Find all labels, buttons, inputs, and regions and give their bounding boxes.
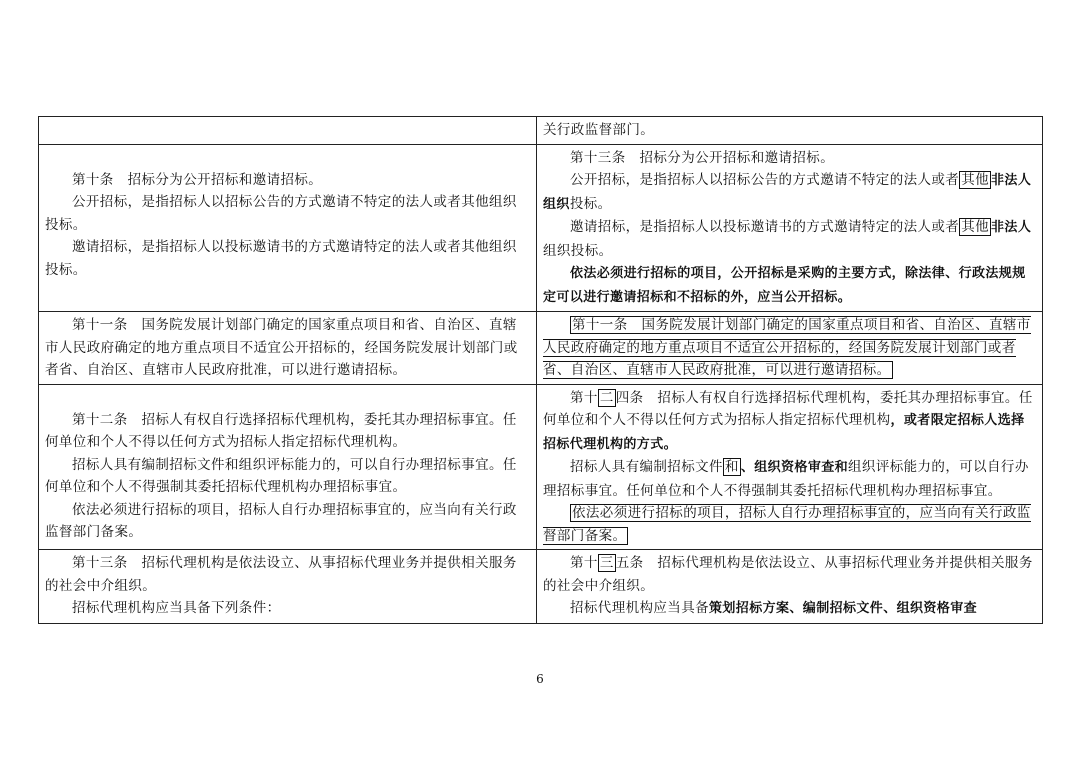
original-text-cell <box>39 144 537 312</box>
revised-text-cell <box>537 117 1043 145</box>
text-span: 公开招标，是指招标人以招标公告的方式邀请不特定的法人或者 <box>570 172 960 188</box>
text-span: 招标人具有编制招标文件和组织评标能力的，可以自行办理招标事宜。任何单位和个人不得强制其委托招标代理机构办理招标事宜。 <box>45 456 517 495</box>
text-span: 五条 招标代理机构是依法设立、从事招标代理业务并提供相关服务的社会中介组织。 <box>543 555 1033 594</box>
paragraph <box>45 454 530 499</box>
text-span: 第十三条 招标代理机构是依法设立、从事招标代理业务并提供相关服务的社会中介组织。 <box>45 555 517 594</box>
paragraph <box>543 262 1036 309</box>
paragraph <box>45 236 530 281</box>
table-row <box>39 117 1043 145</box>
text-span: 邀请招标，是指招标人以投标邀请书的方式邀请特定的法人或者其他组织投标。 <box>45 239 517 278</box>
original-text-cell <box>39 312 537 385</box>
paragraph <box>543 119 1036 142</box>
boxed-text: 三 <box>599 555 614 571</box>
boxed-text: 其他 <box>961 172 990 188</box>
paragraph <box>543 314 1036 382</box>
added-text: 策划招标方案、编制招标文件、组织资格审查 <box>709 601 978 616</box>
page-number: 6 <box>536 672 544 686</box>
paragraph <box>45 409 530 454</box>
paragraph <box>543 597 1036 621</box>
boxed-text: 和 <box>724 459 739 475</box>
paragraph <box>543 216 1036 262</box>
text-span: 依法必须进行招标的项目，招标人自行办理招标事宜的，应当向有关行政监督部门备案。 <box>45 501 517 540</box>
text-span: 第十一条 国务院发展计划部门确定的国家重点项目和省、自治区、直辖市人民政府确定的地方重点项目不适宜公开招标的，经国务院发展计划部门或者省、自治区、直辖市人民政府批准，可以进行邀请招标。 <box>45 317 518 378</box>
text-span: 邀请招标，是指招标人以投标邀请书的方式邀请特定的法人或者 <box>570 219 960 235</box>
table-row <box>39 144 1043 312</box>
revised-text-cell <box>537 550 1043 624</box>
original-text-cell <box>39 384 537 550</box>
added-text: 非法人 <box>991 220 1032 235</box>
added-text: ，或者限定招标人选择招标代理机构的方式。 <box>543 413 1025 452</box>
text-span: 招标代理机构应当具备 <box>570 600 709 616</box>
text-span: 关行政监督部门。 <box>543 122 655 138</box>
added-text: 、组织资格审查和 <box>740 460 849 475</box>
text-span: 第十三条 招标分为公开招标和邀请招标。 <box>570 149 835 166</box>
text-span: 组织投标。 <box>543 242 613 259</box>
text-span: 投标。 <box>569 195 612 212</box>
added-text: 依法必须进行招标的项目，公开招标是采购的主要方式，除法律、行政法规规定可以进行邀请招标和不招标的外，应当公开招标。 <box>543 266 1026 305</box>
paragraph <box>45 552 530 597</box>
paragraph <box>45 597 530 620</box>
revised-text-cell <box>537 312 1043 385</box>
text-span: 组织评标能力的，可以自行办理招标事宜。任何单位和个人不得强制其委托招标代理机构办理招标事宜。 <box>543 459 1029 499</box>
paragraph <box>45 314 530 382</box>
original-text-cell <box>39 117 537 145</box>
revised-text-cell <box>537 144 1043 312</box>
boxed-text: 其他 <box>961 219 990 235</box>
paragraph <box>543 456 1036 502</box>
paragraph <box>45 169 530 192</box>
added-text: 非法人组织 <box>543 173 1032 212</box>
paragraph <box>543 169 1036 216</box>
paragraph <box>543 147 1036 170</box>
paragraph <box>543 387 1036 457</box>
text-span: 招标人具有编制招标文件 <box>570 459 723 475</box>
text-span: 招标代理机构应当具备下列条件： <box>72 600 281 616</box>
text-span: 公开招标，是指招标人以招标公告的方式邀请不特定的法人或者其他组织投标。 <box>45 194 517 233</box>
revised-text-cell <box>537 384 1043 550</box>
original-text-cell <box>39 550 537 624</box>
comparison-table <box>38 116 1043 624</box>
text-span: 第十二条 招标人有权自行选择招标代理机构，委托其办理招标事宜。任何单位和个人不得以任何方式为招标人指定招标代理机构。 <box>45 411 517 450</box>
text-span: 四条 招标人有权自行选择招标代理机构，委托其办理招标事宜。任何单位和个人不得以任何方式为招标人指定招标代理机构 <box>543 389 1033 428</box>
table-row <box>39 312 1043 385</box>
paragraph <box>45 191 530 236</box>
paragraph <box>543 552 1036 597</box>
paragraph <box>543 502 1036 547</box>
table-row <box>39 384 1043 550</box>
boxed-text: 二 <box>599 389 614 406</box>
text-span: 第十 <box>570 389 598 406</box>
boxed-text: 依法必须进行招标的项目，招标人自行办理招标事宜的，应当向有关行政监督部门备案。 <box>543 505 1031 544</box>
boxed-text: 第十一条 国务院发展计划部门确定的国家重点项目和省、自治区、直辖市人民政府确定的地方重点项目不适宜公开招标的，经国务院发展计划部门或者省、自治区、直辖市人民政府批准，可以进行邀请招标。 <box>543 317 1031 378</box>
text-span: 第十条 招标分为公开招标和邀请招标。 <box>72 171 323 188</box>
paragraph <box>45 499 530 544</box>
table-row <box>39 550 1043 624</box>
text-span: 第十 <box>570 555 598 571</box>
